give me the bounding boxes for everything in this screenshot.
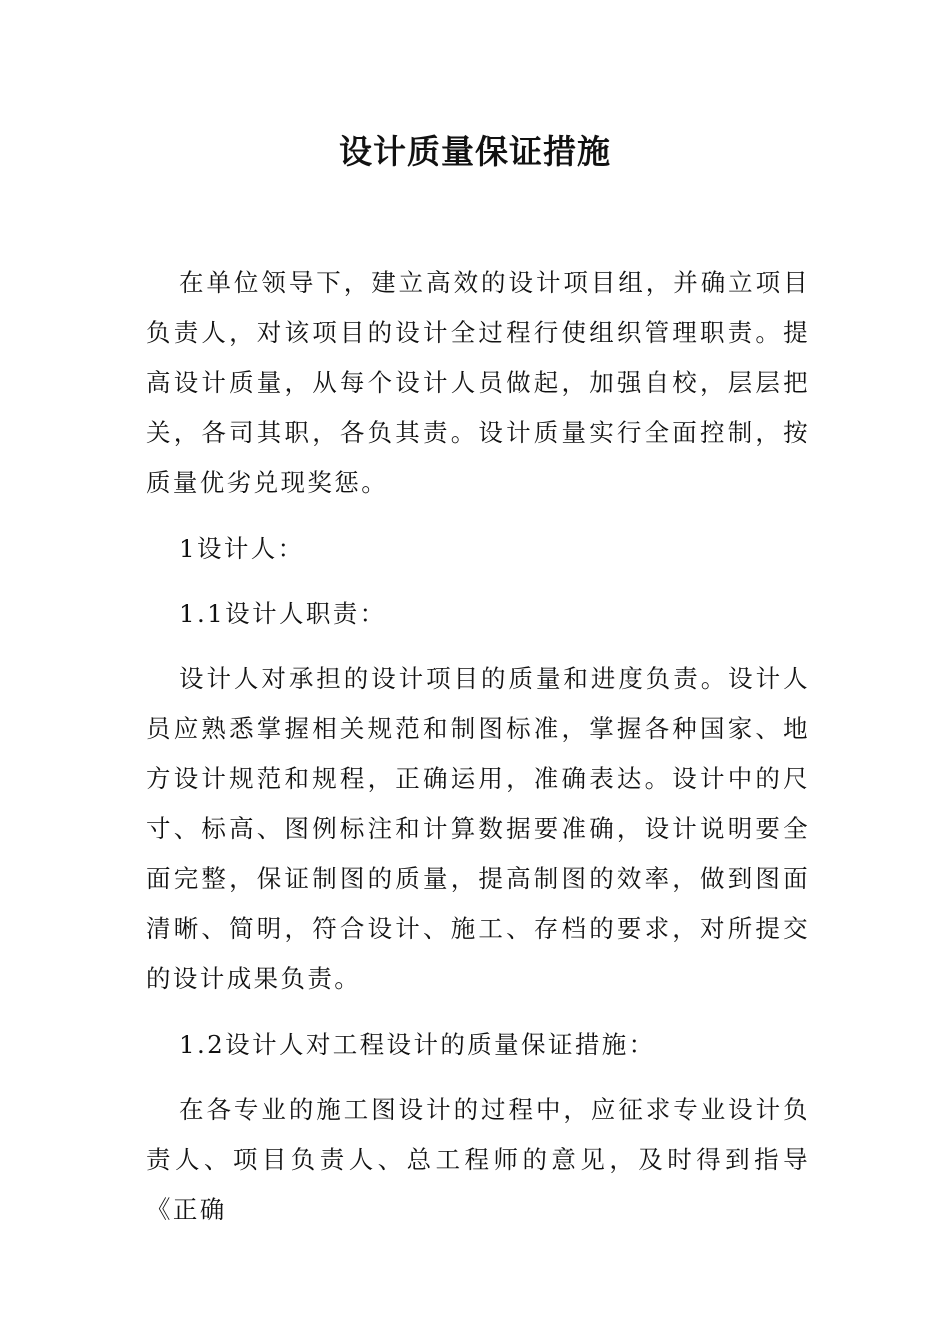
quality-measures-paragraph: 在各专业的施工图设计的过程中，应征求专业设计负责人、项目负责人、总工程师的意见，及时得到指导《正确 xyxy=(146,1095,810,1224)
designer-duties-paragraph: 设计人对承担的设计项目的质量和进度负责。设计人员应熟悉掌握相关规范和制图标准，掌握各种国家、地方设计规范和规程，正确运用，准确表达。设计中的尺寸、标高、图例标注和计算数据要准确，设计说明要全面完整，保证制图的质量，提高制图的效率，做到图面清晰、简明，符合设计、施工、存档的要求，对所提交的设计成果负责。 xyxy=(146,664,810,993)
document-title: 设计质量保证措施 xyxy=(339,132,611,171)
subsection-heading-quality-measures: 1.2设计人对工程设计的质量保证措施： xyxy=(179,1030,656,1059)
subsection-heading-designer-duties: 1.1设计人职责： xyxy=(179,599,387,628)
intro-paragraph: 在单位领导下，建立高效的设计项目组，并确立项目负责人，对该项目的设计全过程行使组织管理职责。提高设计质量，从每个设计人员做起，加强自校，层层把关，各司其职，各负其责。设计质量实行全面控制，按质量优劣兑现奖惩。 xyxy=(146,268,810,497)
section-heading-designer: 1设计人： xyxy=(179,534,305,563)
